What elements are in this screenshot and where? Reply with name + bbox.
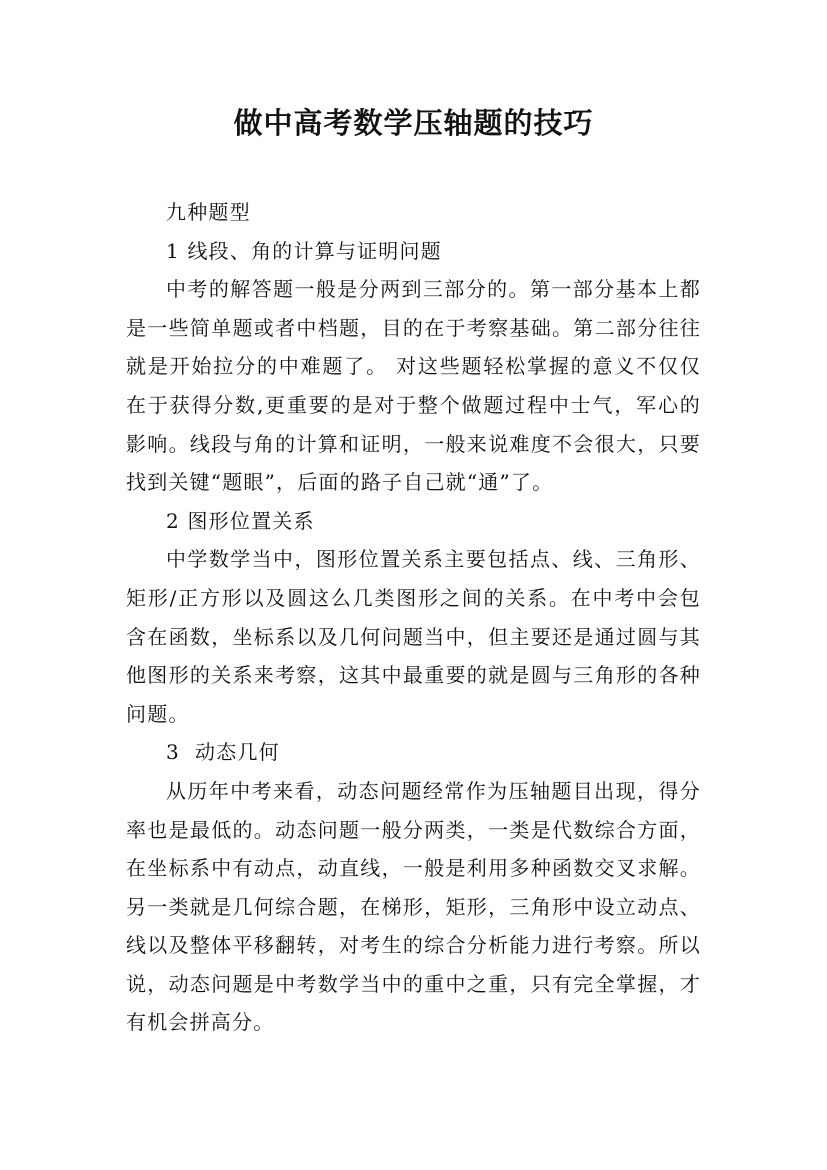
section-heading-2: 2 图形位置关系 xyxy=(166,508,315,533)
section-heading-question-types: 九种题型 xyxy=(166,200,251,224)
section-heading-1: 1 线段、角的计算与证明问题 xyxy=(166,238,442,263)
document-body xyxy=(126,193,701,1042)
body-paragraph-2: 中学数学当中，图形位置关系主要包括点、线、三角形、矩形/正方形以及圆这么几类图形之间的关系。在中考中会包含在函数，坐标系以及几何问题当中，但主要还是通过圆与其他图形的关系来考察，这其中最重要的就是圆与三角形的各种问题。 xyxy=(126,547,701,726)
document-title: 做中高考数学压轴题的技巧 xyxy=(233,106,594,140)
body-paragraph-3: 从历年中考来看，动态问题经常作为压轴题目出现，得分率也是最低的。动态问题一般分两类，一类是代数综合方面，在坐标系中有动点，动直线，一般是利用多种函数交叉求解。另一类就是几何综合题，在梯形，矩形，三角形中设立动点、线以及整体平移翻转，对考生的综合分析能力进行考察。所以说，动态问题是中考数学当中的重中之重，只有完全掌握，才有机会拼高分。 xyxy=(126,778,701,1035)
section-heading-3: 3 动态几何 xyxy=(166,740,280,765)
body-paragraph-1: 中考的解答题一般是分两到三部分的。第一部分基本上都是一些简单题或者中档题，目的在于考察基础。第二部分往往就是开始拉分的中难题了。 对这些题轻松掌握的意义不仅仅在于获得分数,更重要的是对于整个做题过程中士气，军心的影响。线段与角的计算和证明，一般来说难度不会很大，只要找到关键“题眼”，后面的路子自己就“通”了。 xyxy=(126,277,701,495)
